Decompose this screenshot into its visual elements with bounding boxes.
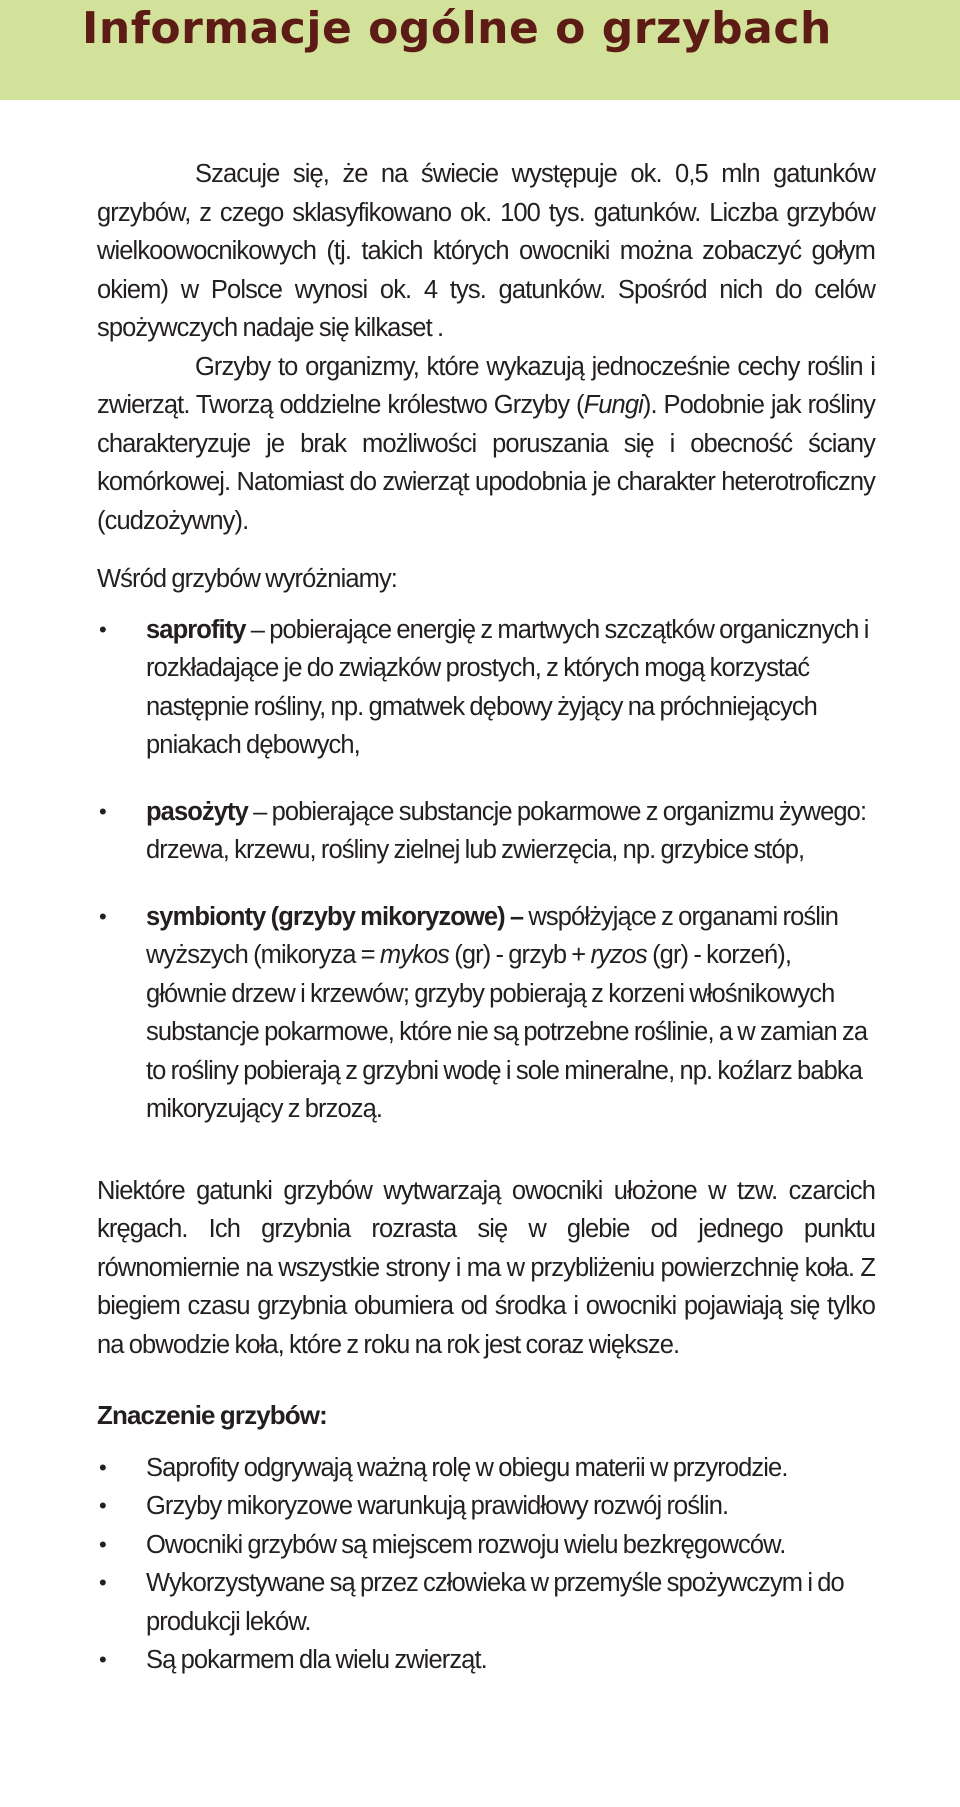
importance-list (97, 1449, 875, 1680)
importance-item-text: Saprofity odgrywają ważną rolę w obiegu materii w przyrodzie. (146, 1453, 788, 1482)
bullet-marker: • (99, 1647, 106, 1672)
desc-pasozyty: – pobierające substancje pokarmowe z organizmu żywego: drzewa, krzewu, rośliny zielnej lub zwierzęcia, np. grzybice stóp, (146, 797, 867, 864)
types-intro: Wśród grzybów wyróżniamy: (97, 565, 397, 593)
importance-item (97, 1641, 875, 1680)
list-item-symbionty (97, 898, 875, 1129)
intro-paragraph-2 (97, 348, 875, 541)
mykos-term: mykos (379, 941, 450, 969)
desc-symbionty-b: (gr) - grzyb + (449, 941, 591, 969)
fungi-term: Fungi (583, 391, 643, 419)
bullet-marker: • (99, 616, 106, 642)
list-item-pasozyty (97, 793, 875, 870)
bullet-marker: • (99, 903, 106, 929)
bullet-marker: • (99, 1493, 106, 1518)
importance-item-text: Grzyby mikoryzowe warunkują prawidłowy rozwój roślin. (146, 1492, 729, 1520)
importance-item (97, 1449, 875, 1488)
fairy-rings-paragraph: Niektóre gatunki grzybów wytwarzają owocniki ułożone w tzw. czarcich kręgach. Ich grzybnia rozrasta się w glebie od jednego punktu równomiernie na wszystkie strony i ma w przybliżeniu powierzchnię koła. Z biegiem czasu grzybnia obumiera od środka i owocniki pojawiają się tylko na obwodzie koła, które z roku na rok jest coraz większe. (97, 1176, 875, 1359)
importance-heading: Znaczenie grzybów: (97, 1400, 327, 1430)
bullet-marker: • (99, 798, 106, 824)
importance-item (97, 1487, 875, 1526)
bullet-marker: • (99, 1454, 106, 1480)
list-item-saprofity (97, 611, 875, 765)
fungi-types-list (97, 611, 875, 1129)
ryzos-term: ryzos (590, 941, 647, 969)
importance-item (97, 1564, 875, 1641)
title-banner (0, 0, 960, 100)
term-symbionty: symbionty (grzyby mikoryzowe) – (146, 902, 524, 931)
bullet-marker: • (99, 1531, 106, 1557)
intro-paragraph-1: Szacuje się, że na świecie występuje ok. 0,5 mln gatunków grzybów, z czego sklasyfikowano ok. 100 tys. gatunków. Liczba grzybów wielkoowocnikowych (tj. takich których owocniki można zobaczyć gołym okiem) w Polsce wynosi ok. 4 tys. gatunków. Spośród nich do celów spożywczych nadaje się kilkaset . (97, 160, 875, 342)
desc-saprofity: – pobierające energię z martwych szczątków organicznych i rozkładające je do związków prostych, z których mogą korzystać następnie rośliny, np. gmatwek dębowy żyjący na próchniejących pniakach dębowych, (146, 615, 869, 759)
desc-symbionty-c: (gr) - korzeń), głównie drzew i krzewów; grzyby pobierają z korzeni włośnikowych substancje pokarmowe, które nie są potrzebne roślinie, a w zamian za to rośliny pobierają z grzybni wodę i sole mineralne, np. koźlarz babka mikoryzujący z brzozą. (146, 941, 868, 1123)
term-pasozyty: pasożyty (146, 797, 248, 826)
importance-item-text: Wykorzystywane są przez człowieka w przemyśle spożywczym i do produkcji leków. (146, 1569, 844, 1636)
importance-item-text: Są pokarmem dla wielu zwierząt. (146, 1646, 487, 1674)
intro-paragraph-2-part-a: Grzyby to organizmy, które wykazują jednocześnie cechy roślin i zwierząt. Tworzą oddzielne królestwo Grzyby ( (97, 352, 875, 419)
article-body (97, 155, 875, 1680)
term-saprofity: saprofity (146, 615, 246, 644)
importance-item (97, 1526, 875, 1565)
page-title: Informacje ogólne o grzybach (82, 3, 832, 54)
desc-symbionty-a: współżyjące z organami roślin wyższych (mikoryza = (146, 902, 839, 969)
intro-paragraph-2-part-b: ). Podobnie jak rośliny charakteryzuje je brak możliwości poruszania się i obecność ściany komórkowej. Natomiast do zwierząt upodobnia je charakter heterotroficzny (cudzożywny). (97, 391, 875, 535)
importance-item-text: Owocniki grzybów są miejscem rozwoju wielu bezkręgowców. (146, 1530, 786, 1559)
bullet-marker: • (99, 1570, 106, 1595)
